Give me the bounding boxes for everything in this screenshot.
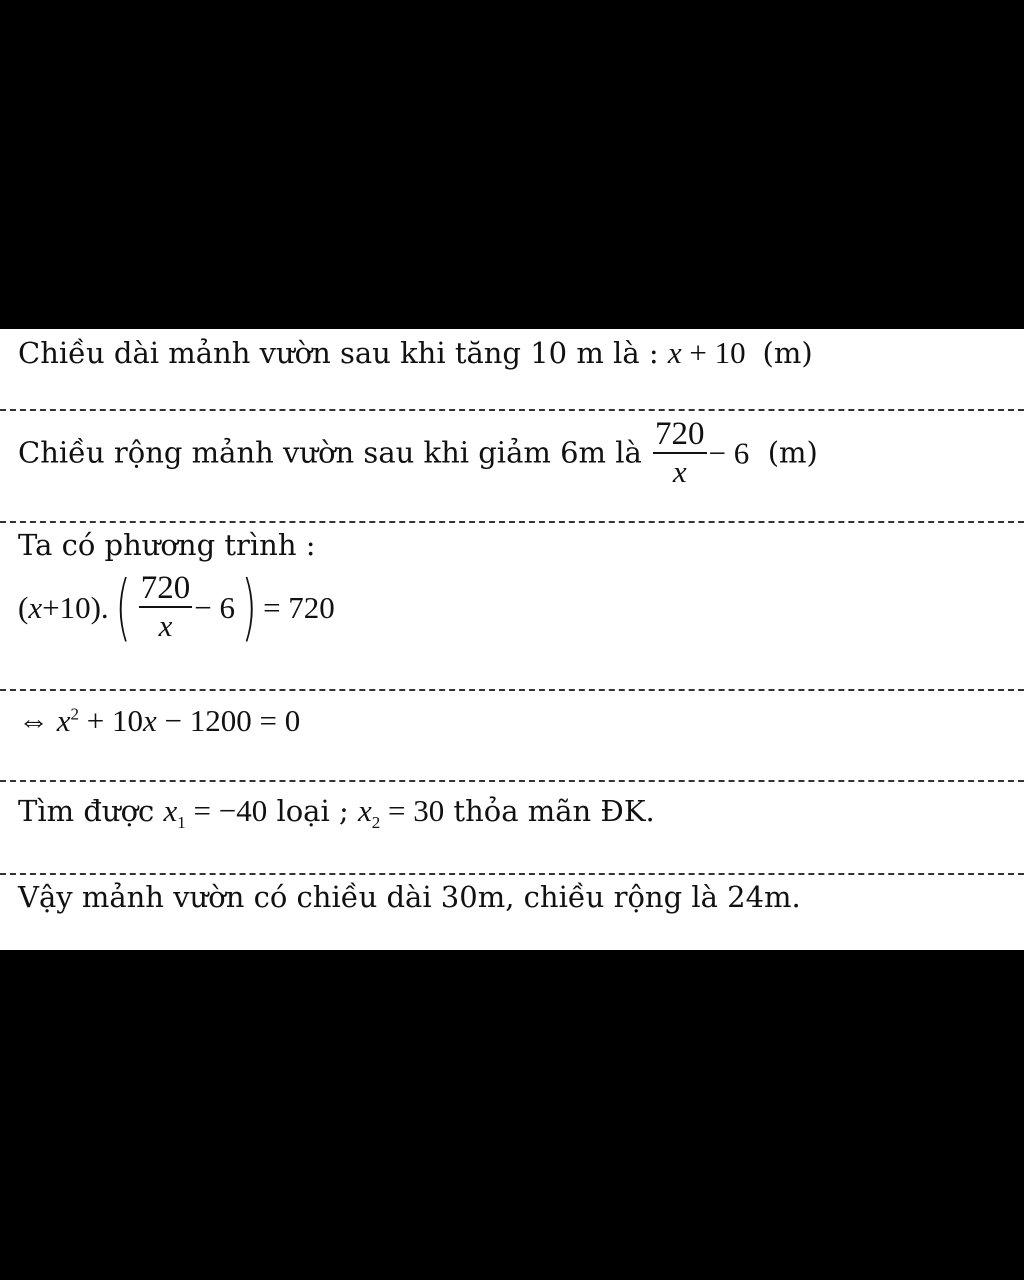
- length-statement: [18, 337, 813, 368]
- eq-var: x: [28, 589, 43, 625]
- eq-inner-rest: − 6: [194, 589, 235, 625]
- dashed-divider: [0, 409, 1024, 411]
- equation-intro: Ta có phương trình :: [18, 528, 316, 562]
- x2-sub: 2: [371, 813, 381, 833]
- dashed-divider: [0, 521, 1024, 523]
- width-frac-den: x: [672, 453, 687, 489]
- solution-x2: [357, 793, 445, 833]
- dashed-divider: [0, 780, 1024, 782]
- quad-exponent: 2: [70, 704, 80, 724]
- width-fraction: [653, 417, 707, 489]
- eq-frac-den: x: [158, 607, 173, 643]
- width-unit: (m): [767, 435, 818, 470]
- length-unit: (m): [762, 336, 813, 370]
- quadratic-equation: [18, 705, 300, 736]
- big-close-paren: ): [241, 565, 257, 650]
- x2-val: = 30: [380, 793, 445, 828]
- x2-var: x: [357, 793, 372, 828]
- solutions-mid: loại ;: [267, 794, 358, 828]
- solutions-prefix: Tìm được: [18, 794, 155, 828]
- width-expr-rest: − 6: [708, 435, 750, 471]
- quad-rest: + 10: [79, 703, 143, 738]
- quad-tail: − 1200 = 0: [156, 703, 301, 738]
- length-expr-rest: + 10: [681, 335, 746, 370]
- solution-x1: [163, 793, 268, 833]
- width-frac-num: 720: [655, 416, 705, 452]
- quad-var: x: [56, 703, 71, 738]
- solutions-suffix: thỏa mãn ĐK.: [444, 794, 655, 828]
- eq-fraction: [139, 571, 193, 643]
- conclusion: Vậy mảnh vườn có chiều dài 30m, chiều rộng là 24m.: [18, 880, 801, 914]
- eq-open-paren: (: [18, 589, 29, 625]
- equation: [18, 565, 335, 650]
- eq-result: = 720: [263, 589, 335, 625]
- dashed-divider: [0, 873, 1024, 875]
- solution-document: [0, 329, 1024, 950]
- big-open-paren: (: [114, 565, 131, 650]
- solutions-statement: [18, 795, 655, 831]
- x1-val: = −40: [185, 793, 268, 828]
- length-expression: [668, 335, 754, 370]
- length-var: x: [667, 335, 682, 370]
- dashed-divider: [0, 689, 1024, 691]
- x1-sub: 1: [177, 813, 186, 833]
- equivalence-arrow: ⇔: [18, 703, 49, 738]
- length-text: Chiều dài mảnh vườn sau khi tăng 10 m là :: [18, 336, 659, 370]
- x1-var: x: [163, 793, 178, 828]
- quad-var2: x: [143, 703, 157, 738]
- width-text: Chiều rộng mảnh vườn sau khi giảm 6m là: [18, 435, 642, 470]
- eq-left-rest: +10).: [42, 589, 109, 625]
- eq-frac-num: 720: [140, 570, 191, 606]
- width-statement: [18, 417, 818, 489]
